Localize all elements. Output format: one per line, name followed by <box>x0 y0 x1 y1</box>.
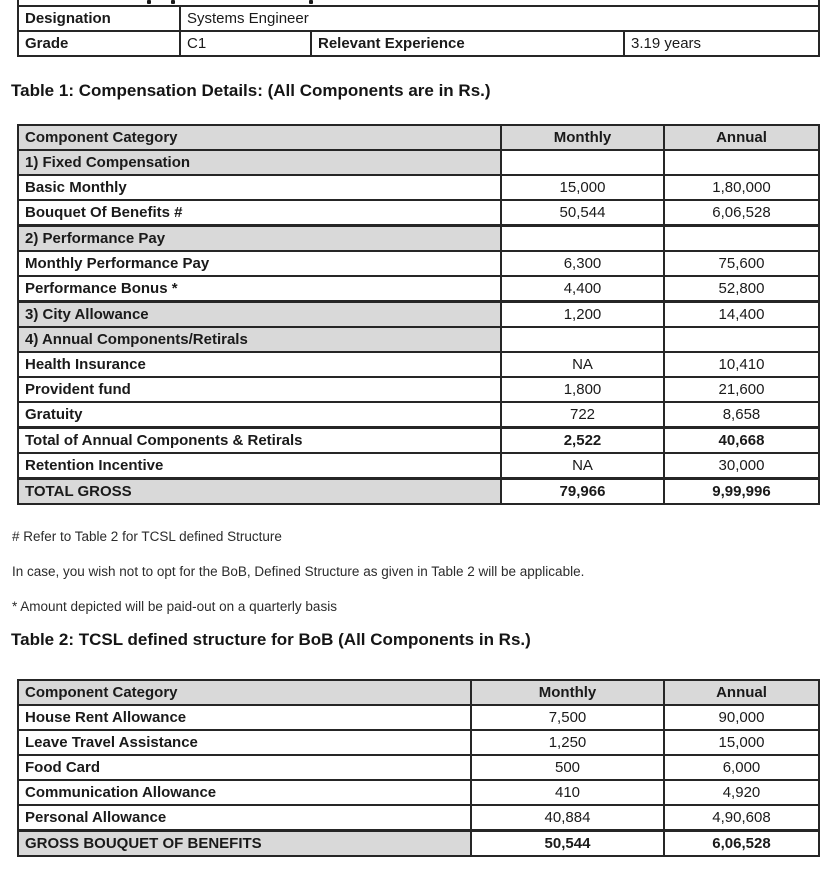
annual-value-cell: 14,400 <box>664 302 819 328</box>
component-label-cell: Gratuity <box>18 402 501 428</box>
component-label-cell: 3) City Allowance <box>18 302 501 328</box>
annual-value-cell: 8,658 <box>664 402 819 428</box>
monthly-value-cell: 500 <box>471 755 664 780</box>
relevant-experience-value: 3.19 years <box>624 31 819 56</box>
component-label-cell: Leave Travel Assistance <box>18 730 471 755</box>
component-label-cell: House Rent Allowance <box>18 705 471 730</box>
table1-row <box>18 276 819 302</box>
table1-row <box>18 453 819 479</box>
note-bob-option: In case, you wish not to opt for the BoB, Defined Structure as given in Table 2 will be applicable. <box>12 564 585 579</box>
table2-row <box>18 730 819 755</box>
annual-value-cell: 4,920 <box>664 780 819 805</box>
table2-row <box>18 705 819 730</box>
component-label-cell: Provident fund <box>18 377 501 402</box>
annual-value-cell: 9,99,996 <box>664 479 819 505</box>
column-header-annual: Annual <box>664 680 819 705</box>
compensation-table-2 <box>17 679 820 857</box>
monthly-value-cell: 1,250 <box>471 730 664 755</box>
column-header-category: Component Category <box>18 125 501 150</box>
monthly-value-cell <box>501 150 664 175</box>
table1-row <box>18 302 819 328</box>
table1-row <box>18 175 819 200</box>
clipped-top-row <box>18 0 819 6</box>
component-label-cell: 4) Annual Components/Retirals <box>18 327 501 352</box>
component-label-cell: 2) Performance Pay <box>18 226 501 252</box>
grade-value: C1 <box>180 31 311 56</box>
component-label-cell: Personal Allowance <box>18 805 471 831</box>
column-header-monthly: Monthly <box>501 125 664 150</box>
table1-row <box>18 479 819 505</box>
monthly-value-cell: 79,966 <box>501 479 664 505</box>
monthly-value-cell: 6,300 <box>501 251 664 276</box>
compensation-table-1 <box>17 124 820 505</box>
monthly-value-cell: 40,884 <box>471 805 664 831</box>
note-refer-table2: # Refer to Table 2 for TCSL defined Structure <box>12 529 282 544</box>
monthly-value-cell: 4,400 <box>501 276 664 302</box>
component-label-cell: Retention Incentive <box>18 453 501 479</box>
table1-row <box>18 327 819 352</box>
table1-row <box>18 251 819 276</box>
table2-title: Table 2: TCSL defined structure for BoB (All Components in Rs.) <box>11 630 531 649</box>
annual-value-cell: 90,000 <box>664 705 819 730</box>
annual-value-cell: 30,000 <box>664 453 819 479</box>
table1-row <box>18 402 819 428</box>
table2-header-row <box>18 680 819 705</box>
table1-row <box>18 200 819 226</box>
component-label-cell: Bouquet Of Benefits # <box>18 200 501 226</box>
grade-row <box>18 31 819 56</box>
monthly-value-cell: 1,200 <box>501 302 664 328</box>
table1-title: Table 1: Compensation Details: (All Components are in Rs.) <box>11 81 491 100</box>
component-label-cell: 1) Fixed Compensation <box>18 150 501 175</box>
component-label-cell: Health Insurance <box>18 352 501 377</box>
annual-value-cell: 6,000 <box>664 755 819 780</box>
monthly-value-cell <box>501 327 664 352</box>
annual-value-cell <box>664 226 819 252</box>
annual-value-cell: 1,80,000 <box>664 175 819 200</box>
column-header-annual: Annual <box>664 125 819 150</box>
table1-row <box>18 428 819 454</box>
annual-value-cell <box>664 150 819 175</box>
table1-row <box>18 377 819 402</box>
table1-row <box>18 352 819 377</box>
monthly-value-cell: 50,544 <box>471 831 664 857</box>
column-header-category: Component Category <box>18 680 471 705</box>
monthly-value-cell: 7,500 <box>471 705 664 730</box>
relevant-experience-label: Relevant Experience <box>311 31 624 56</box>
clipped-text-remnant <box>171 0 175 4</box>
monthly-value-cell: 410 <box>471 780 664 805</box>
monthly-value-cell: 50,544 <box>501 200 664 226</box>
annual-value-cell: 21,600 <box>664 377 819 402</box>
table2-row <box>18 805 819 831</box>
component-label-cell: Performance Bonus * <box>18 276 501 302</box>
monthly-value-cell <box>501 226 664 252</box>
clipped-text-remnant <box>309 0 313 4</box>
monthly-value-cell: NA <box>501 352 664 377</box>
designation-value: Systems Engineer <box>180 6 819 31</box>
table1-header-row <box>18 125 819 150</box>
monthly-value-cell: NA <box>501 453 664 479</box>
annual-value-cell: 75,600 <box>664 251 819 276</box>
component-label-cell: GROSS BOUQUET OF BENEFITS <box>18 831 471 857</box>
component-label-cell: Monthly Performance Pay <box>18 251 501 276</box>
component-label-cell: Total of Annual Components & Retirals <box>18 428 501 454</box>
table2-row <box>18 780 819 805</box>
annual-value-cell: 52,800 <box>664 276 819 302</box>
clipped-text-remnant <box>147 0 151 4</box>
clipped-text-remnant <box>18 0 819 6</box>
monthly-value-cell: 1,800 <box>501 377 664 402</box>
annual-value-cell <box>664 327 819 352</box>
note-quarterly-payout: * Amount depicted will be paid-out on a quarterly basis <box>12 599 337 614</box>
table2-row <box>18 831 819 857</box>
column-header-monthly: Monthly <box>471 680 664 705</box>
component-label-cell: Basic Monthly <box>18 175 501 200</box>
component-label-cell: TOTAL GROSS <box>18 479 501 505</box>
table1-row <box>18 226 819 252</box>
table1-row <box>18 150 819 175</box>
table2-row <box>18 755 819 780</box>
annual-value-cell: 15,000 <box>664 730 819 755</box>
annual-value-cell: 6,06,528 <box>664 200 819 226</box>
component-label-cell: Communication Allowance <box>18 780 471 805</box>
annual-value-cell: 4,90,608 <box>664 805 819 831</box>
grade-label: Grade <box>18 31 180 56</box>
annual-value-cell: 10,410 <box>664 352 819 377</box>
designation-row <box>18 6 819 31</box>
designation-label: Designation <box>18 6 180 31</box>
annual-value-cell: 40,668 <box>664 428 819 454</box>
employee-info-table <box>17 0 820 57</box>
monthly-value-cell: 722 <box>501 402 664 428</box>
monthly-value-cell: 15,000 <box>501 175 664 200</box>
monthly-value-cell: 2,522 <box>501 428 664 454</box>
component-label-cell: Food Card <box>18 755 471 780</box>
annual-value-cell: 6,06,528 <box>664 831 819 857</box>
